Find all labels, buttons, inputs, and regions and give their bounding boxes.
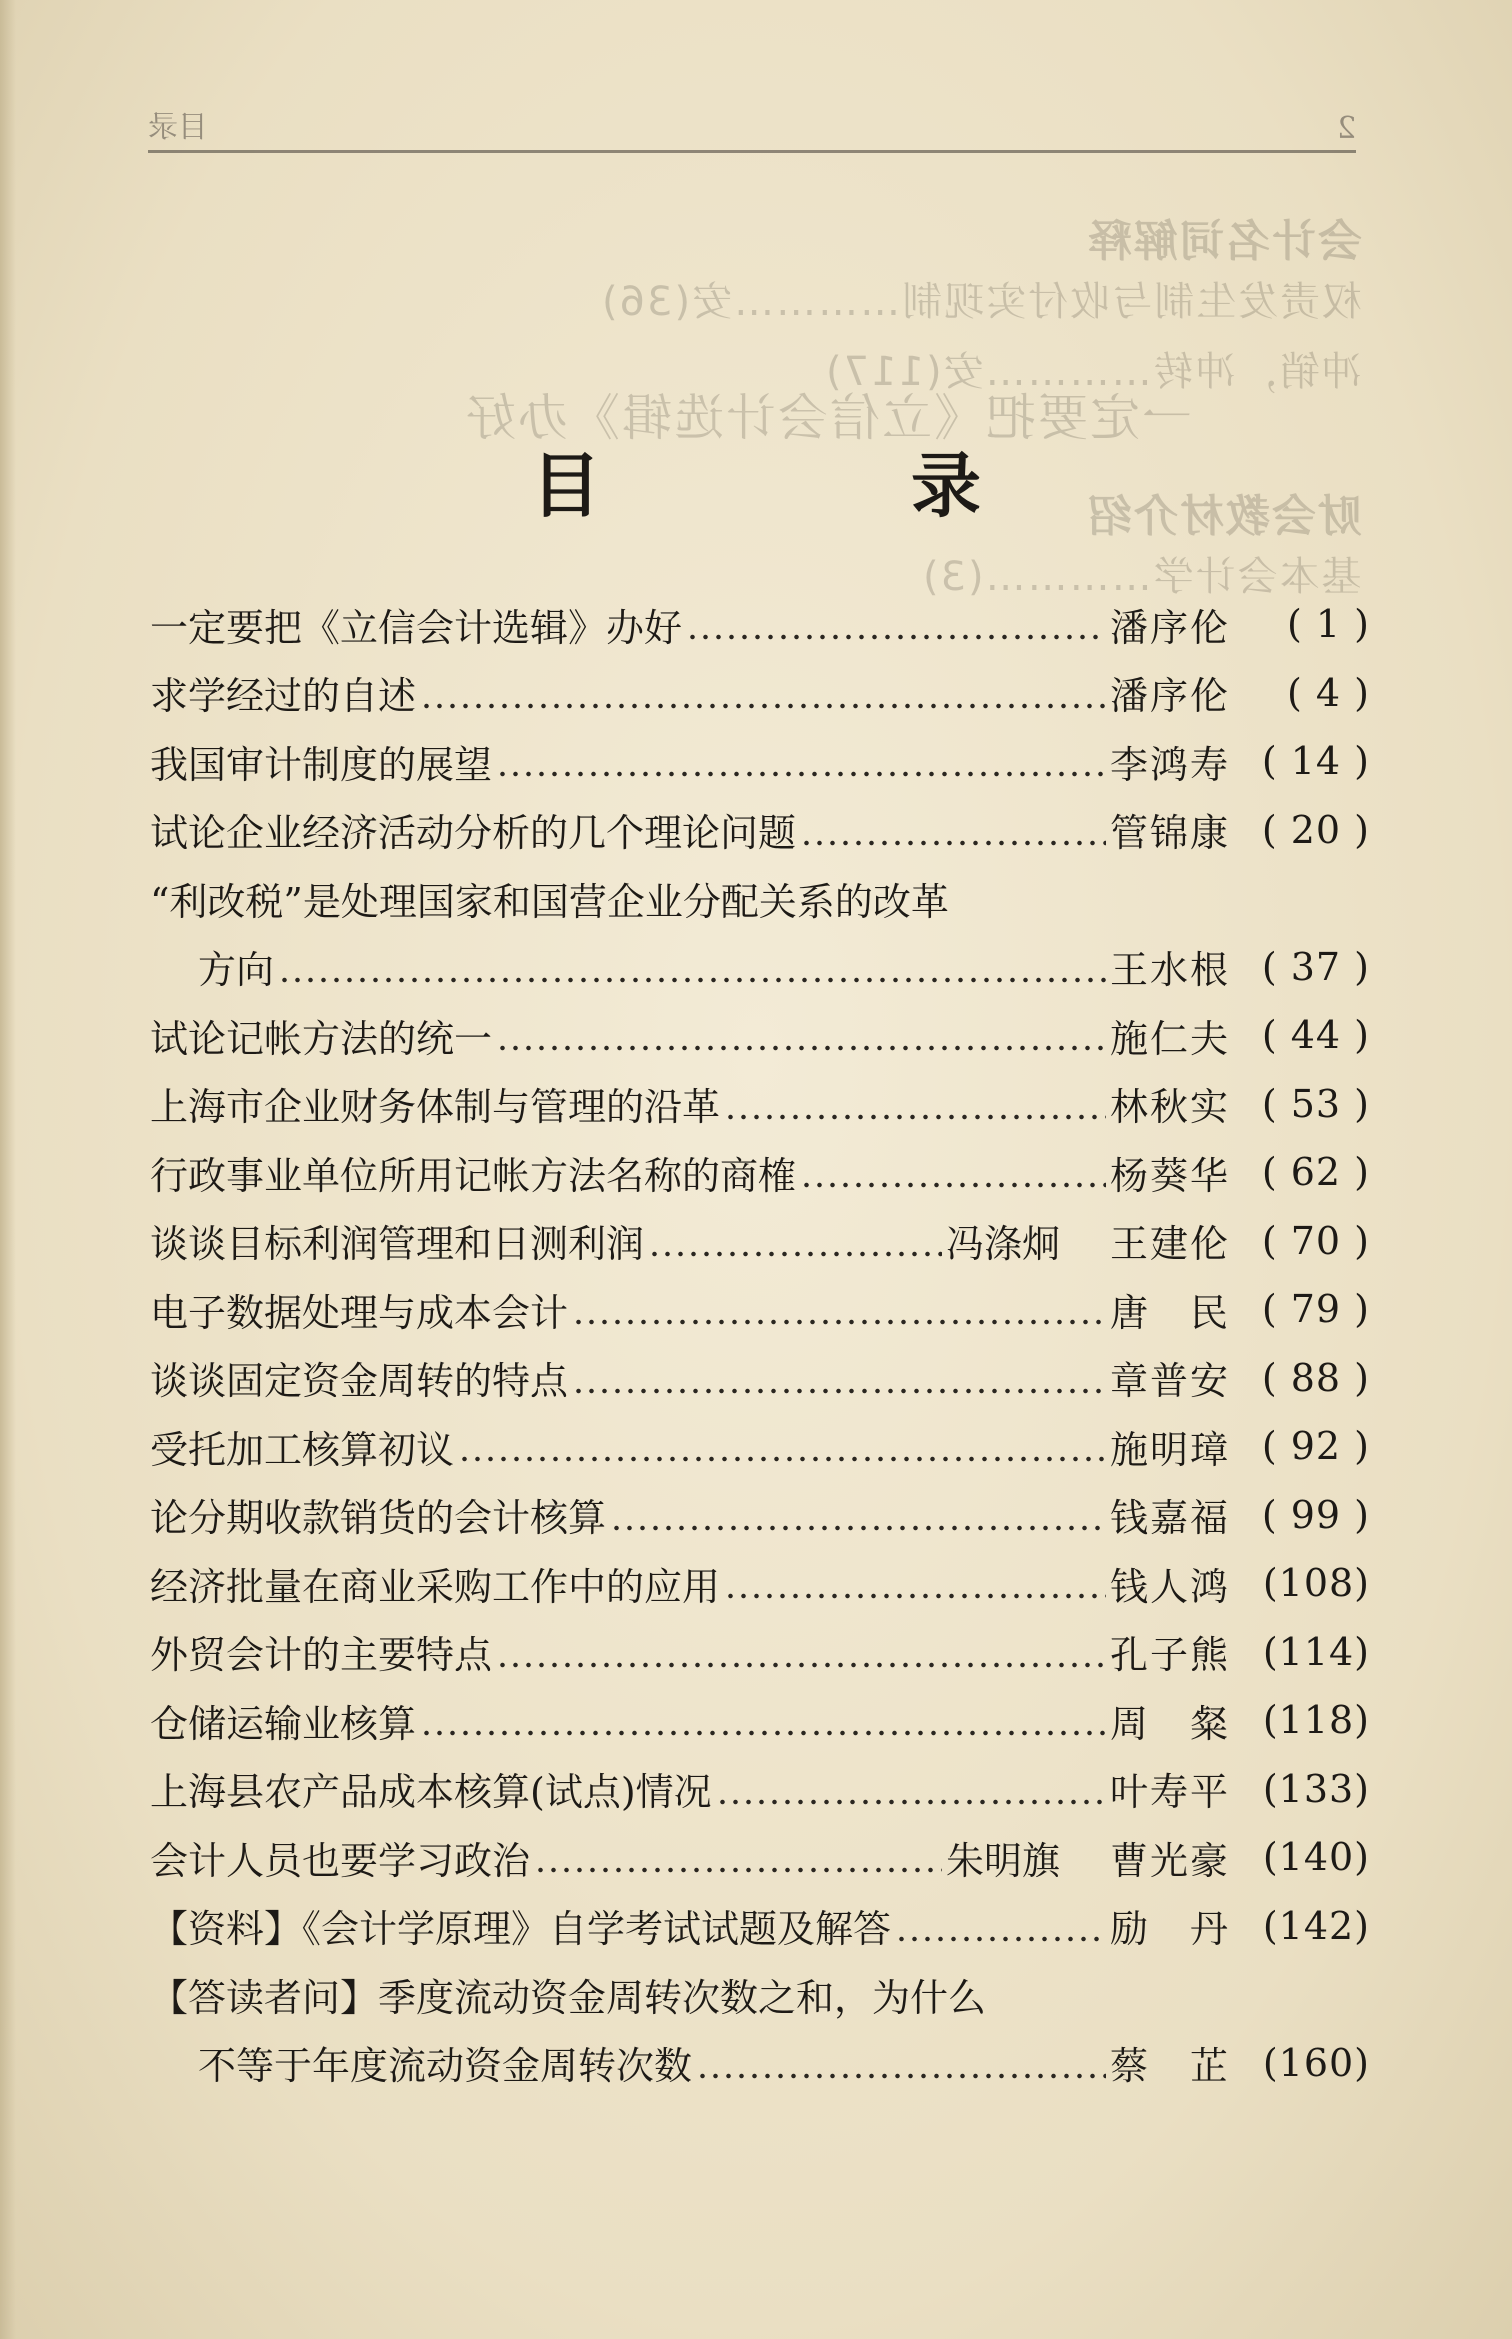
toc-entry-page: ( 44 ) (1261, 1013, 1370, 1058)
dot-leader (648, 1222, 942, 1260)
dot-leader (716, 1770, 1106, 1808)
toc-entry-author: 王建伦 (1109, 1222, 1230, 1267)
toc-entry-author: 杨葵华 (1109, 1153, 1230, 1198)
toc-entry-title: 试论记帐方法的统一 (150, 1016, 493, 1061)
header-page-number: 2 (1336, 111, 1356, 146)
toc-entry (150, 1960, 1370, 2029)
dot-leader (724, 1564, 1106, 1602)
toc-entry-title: 经济批量在商业采购工作中的应用 (150, 1564, 721, 1609)
toc-entry (150, 1412, 1370, 1481)
toc-entry-page: (114) (1262, 1629, 1370, 1674)
toc-entry-title: “利改税”是处理国家和国营企业分配关系的改革 (150, 879, 949, 924)
toc-entry-page: (160) (1262, 2040, 1370, 2085)
toc-entry-title: 求学经过的自述 (150, 674, 417, 719)
dot-leader (895, 1907, 1106, 1945)
dot-leader (572, 1359, 1106, 1397)
toc-entry-author: 潘序伦 (1109, 674, 1230, 719)
bleed-line: 会计名词解释 (1086, 216, 1362, 267)
dot-leader (496, 1633, 1106, 1671)
toc-entry-author: 管锦康 (1109, 811, 1230, 856)
dot-leader (800, 1153, 1106, 1191)
dot-leader (496, 1016, 1106, 1054)
running-header (148, 100, 1356, 153)
toc-entry-page: (142) (1262, 1903, 1370, 1948)
toc-entry-page: ( 37 ) (1261, 944, 1370, 989)
dot-leader (278, 948, 1106, 986)
toc-entry-title: 【资料】《会计学原理》自学考试试题及解答 (150, 1907, 892, 1952)
toc-entry-title: 外贸会计的主要特点 (150, 1633, 493, 1678)
toc-entry (150, 1686, 1370, 1755)
toc-entry-page: (118) (1262, 1698, 1370, 1743)
table-of-contents (150, 590, 1370, 2097)
toc-entry-title: 【答读者问】季度流动资金周转次数之和，为什么 (150, 1975, 987, 2020)
toc-entry (150, 933, 1370, 1002)
toc-entry-author: 叶寿平 (1109, 1770, 1230, 1815)
toc-entry-coauthor: 朱明旗 (945, 1838, 1060, 1883)
toc-entry-title: 试论企业经济活动分析的几个理论问题 (150, 811, 797, 856)
toc-entry-author: 励 丹 (1109, 1907, 1230, 1952)
bleed-line: 财会教材介绍 (1086, 491, 1362, 542)
toc-entry (150, 727, 1370, 796)
dot-leader (686, 605, 1106, 643)
toc-entry-page: ( 14 ) (1261, 739, 1370, 784)
toc-entry-author: 章普安 (1109, 1359, 1230, 1404)
dot-leader (458, 1427, 1106, 1465)
toc-entry (150, 659, 1370, 728)
toc-entry-coauthor: 冯涤炯 (945, 1222, 1060, 1267)
toc-entry-author: 孔子熊 (1109, 1633, 1230, 1678)
toc-entry-author: 钱嘉福 (1109, 1496, 1230, 1541)
toc-entry-page: ( 88 ) (1261, 1355, 1370, 1400)
toc-entry (150, 1481, 1370, 1550)
toc-entry-page: ( 70 ) (1261, 1218, 1370, 1263)
page-edge-shadow (0, 0, 16, 2339)
dot-leader (572, 1290, 1106, 1328)
dot-leader (800, 811, 1106, 849)
toc-entry-title: 上海市企业财务体制与管理的沿革 (150, 1085, 721, 1130)
toc-entry (150, 1823, 1370, 1892)
toc-entry-title: 行政事业单位所用记帐方法名称的商榷 (150, 1153, 797, 1198)
toc-entry (150, 1618, 1370, 1687)
toc-entry-author: 施仁夫 (1109, 1016, 1230, 1061)
toc-entry-title: 一定要把《立信会计选辑》办好 (150, 605, 683, 650)
toc-entry-page: ( 20 ) (1261, 807, 1370, 852)
toc-entry-page: ( 92 ) (1261, 1424, 1370, 1469)
toc-entry-title: 谈谈目标利润管理和日测利润 (150, 1222, 645, 1267)
toc-entry (150, 796, 1370, 865)
dot-leader (420, 674, 1106, 712)
dot-leader (696, 2044, 1106, 2082)
page-title: 目 录 (531, 445, 1101, 527)
toc-entry (150, 1070, 1370, 1139)
toc-entry-title: 上海县农产品成本核算(试点)情况 (150, 1770, 712, 1815)
dot-leader (420, 1701, 1106, 1739)
bleed-line: 基本会计学…………(3) (921, 554, 1362, 600)
toc-entry (150, 1344, 1370, 1413)
toc-entry-title: 论分期收款销货的会计核算 (150, 1496, 607, 1541)
toc-entry-page: ( 53 ) (1261, 1081, 1370, 1126)
toc-entry-author: 钱人鸿 (1109, 1564, 1230, 1609)
toc-entry (150, 864, 1370, 933)
toc-entry-author: 潘序伦 (1109, 605, 1230, 650)
toc-entry-page: ( 1 ) (1287, 602, 1370, 647)
toc-entry-author: 施明璋 (1109, 1427, 1230, 1472)
toc-entry (150, 1001, 1370, 1070)
toc-entry-author: 王水根 (1109, 948, 1230, 993)
toc-entry-title: 不等于年度流动资金周转次数 (198, 2044, 693, 2089)
toc-entry-page: ( 4 ) (1287, 670, 1370, 715)
dot-leader (610, 1496, 1106, 1534)
dot-leader (724, 1085, 1106, 1123)
toc-entry (150, 1138, 1370, 1207)
dot-leader (534, 1838, 942, 1876)
toc-entry-author: 李鸿寿 (1109, 742, 1230, 787)
toc-entry (150, 1549, 1370, 1618)
toc-entry-title: 会计人员也要学习政治 (150, 1838, 531, 1883)
toc-entry-title: 我国审计制度的展望 (150, 742, 493, 787)
header-left: 目录 (148, 110, 208, 145)
toc-entry-author: 曹光豪 (1109, 1838, 1230, 1883)
toc-entry (150, 1892, 1370, 1961)
toc-entry-title: 谈谈固定资金周转的特点 (150, 1359, 569, 1404)
bleed-line: 冲销，冲转…………安(117) (824, 349, 1362, 395)
toc-entry-title: 方向 (198, 948, 275, 993)
toc-entry (150, 1275, 1370, 1344)
toc-entry-author: 周 粲 (1109, 1701, 1230, 1746)
toc-entry-page: ( 62 ) (1261, 1150, 1370, 1195)
toc-entry (150, 1755, 1370, 1824)
toc-entry-page: (133) (1262, 1766, 1370, 1811)
toc-entry-author: 唐 民 (1109, 1290, 1230, 1335)
toc-entry (150, 1207, 1370, 1276)
toc-entry-author: 林秋实 (1109, 1085, 1230, 1130)
toc-entry-page: ( 99 ) (1261, 1492, 1370, 1537)
toc-entry-author: 蔡 芷 (1109, 2044, 1230, 2089)
dot-leader (496, 742, 1106, 780)
toc-entry (150, 590, 1370, 659)
toc-entry (150, 2029, 1370, 2098)
bleed-line: 权责发生制与收付实现制…………安(36) (599, 279, 1362, 325)
toc-entry-page: ( 79 ) (1261, 1287, 1370, 1332)
toc-entry-title: 电子数据处理与成本会计 (150, 1290, 569, 1335)
toc-entry-page: (108) (1262, 1561, 1370, 1606)
toc-entry-page: (140) (1262, 1835, 1370, 1880)
toc-entry-title: 仓储运输业核算 (150, 1701, 417, 1746)
toc-entry-title: 受托加工核算初议 (150, 1427, 455, 1472)
bleed-line: 一定要把《立信会计选辑》办好 (464, 389, 1192, 447)
